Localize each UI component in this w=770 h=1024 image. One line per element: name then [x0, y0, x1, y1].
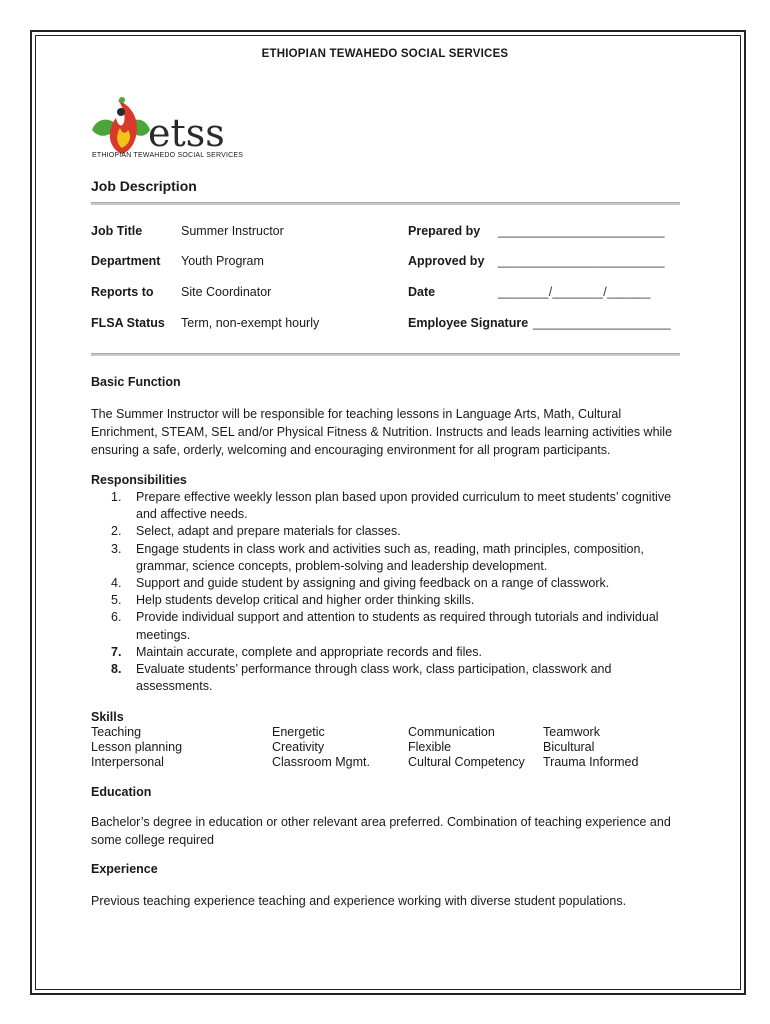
list-item	[91, 592, 691, 609]
responsibilities-heading: Responsibilities	[91, 473, 187, 487]
list-item-text: Support and guide student by assigning and giving feedback on a range of classwork.	[136, 576, 610, 591]
skill-item: Communication	[408, 725, 495, 739]
reports-to-value: Site Coordinator	[181, 285, 272, 299]
department-value: Youth Program	[181, 254, 264, 268]
list-number: 7.	[111, 644, 122, 659]
document-title: Job Description	[91, 178, 197, 194]
flsa-status-label: FLSA Status	[91, 316, 165, 330]
department-label: Department	[91, 254, 161, 268]
list-item-text: Help students develop critical and higher order thinking skills.	[136, 593, 475, 608]
job-title-value: Summer Instructor	[181, 224, 284, 238]
list-item-text: Evaluate students’ performance through class work, class participation, classwork and assessments.	[136, 662, 612, 694]
list-item	[91, 489, 691, 523]
skill-item: Teamwork	[543, 725, 600, 739]
list-item	[91, 541, 691, 575]
skill-item: Teaching	[91, 725, 142, 739]
skill-item: Flexible	[408, 740, 452, 754]
skills-heading: Skills	[91, 710, 124, 724]
reports-to-label: Reports to	[91, 285, 154, 299]
list-number: 8.	[111, 662, 122, 677]
skill-item: Cultural Competency	[408, 755, 525, 769]
approved-by-label: Approved by	[408, 254, 485, 268]
list-item-text: Maintain accurate, complete and appropriate records and files.	[136, 644, 483, 659]
employee-signature-blank[interactable]: ___________________	[533, 316, 671, 330]
skill-item: Classroom Mgmt.	[272, 755, 370, 769]
job-title-label: Job Title	[91, 224, 143, 238]
skill-item: Energetic	[272, 725, 325, 739]
experience-text: Previous teaching experience teaching and experience working with diverse student populations.	[91, 894, 627, 908]
experience-heading: Experience	[91, 862, 158, 876]
date-label: Date	[408, 285, 436, 299]
list-number: 2.	[111, 524, 122, 539]
list-item	[91, 661, 691, 695]
list-item	[91, 523, 691, 540]
skill-item: Creativity	[272, 740, 325, 754]
list-item-text: Engage students in class work and activities such as, reading, math principles, composition, grammar, science concepts, problem-solving and leadership development.	[136, 541, 644, 573]
skill-item: Lesson planning	[91, 740, 183, 754]
list-item	[91, 644, 691, 661]
logo-wordmark: etss	[148, 111, 225, 155]
skill-item: Bicultural	[543, 740, 595, 754]
list-number: 1.	[111, 490, 122, 504]
logo-tagline: ETHIOPIAN TEWAHEDO SOCIAL SERVICES	[92, 152, 244, 159]
prepared-by-label: Prepared by	[408, 224, 481, 238]
basic-function-heading: Basic Function	[91, 375, 181, 389]
list-item-text: Select, adapt and prepare materials for classes.	[136, 524, 401, 539]
org-header: ETHIOPIAN TEWAHEDO SOCIAL SERVICES	[261, 48, 509, 60]
divider-top	[91, 202, 680, 205]
skill-item: Interpersonal	[91, 755, 164, 769]
responsibilities-list	[91, 489, 691, 695]
employee-signature-label: Employee Signature	[408, 316, 529, 330]
list-number: 6.	[111, 610, 122, 625]
list-item	[91, 575, 691, 592]
education-heading: Education	[91, 785, 152, 799]
education-text: Bachelor’s degree in education or other relevant area preferred. Combination of teaching experience and some college required	[91, 815, 671, 847]
list-number: 4.	[111, 576, 122, 591]
date-blank[interactable]: _______/_______/______	[498, 285, 651, 299]
skill-item: Trauma Informed	[543, 755, 639, 769]
list-item	[91, 609, 691, 643]
basic-function-text: The Summer Instructor will be responsible for teaching lessons in Language Arts, Math, Cultural Enrichment, STEAM, SEL and/or Physical Fitness & Nutrition. Instructs and leads learning activities while ensuring a safe, orderly, welcoming and encouraging environment for all program participants.	[91, 407, 673, 457]
divider-fields	[91, 353, 680, 356]
list-number: 5.	[111, 593, 122, 608]
flsa-status-value: Term, non-exempt hourly	[181, 316, 320, 330]
list-item-text: Prepare effective weekly lesson plan based upon provided curriculum to meet students’ cognitive and affective needs.	[136, 490, 672, 522]
list-item-text: Provide individual support and attention to students as required through tutorials and individual meetings.	[136, 610, 659, 642]
approved-by-blank[interactable]: _______________________	[498, 254, 665, 268]
prepared-by-blank[interactable]: _______________________	[498, 224, 665, 238]
list-number: 3.	[111, 541, 122, 556]
